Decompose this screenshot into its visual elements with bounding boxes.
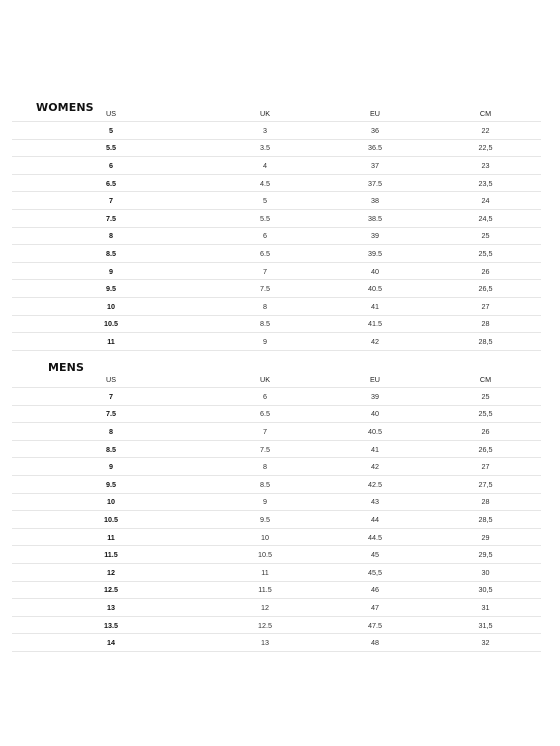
table-row <box>12 333 541 351</box>
table-row <box>12 599 541 617</box>
size-uk-cell: 8.5 <box>210 475 320 493</box>
size-uk-cell: 6 <box>210 227 320 245</box>
size-cm-cell: 27 <box>430 297 541 315</box>
size-us-cell: 10.5 <box>12 315 210 333</box>
size-us-cell: 8.5 <box>12 440 210 458</box>
size-eu-cell: 39 <box>320 388 430 406</box>
size-us-cell: 8.5 <box>12 245 210 263</box>
size-eu-cell: 42 <box>320 458 430 476</box>
size-us-cell: 8 <box>12 227 210 245</box>
womens-header-us: US <box>12 106 210 122</box>
size-eu-cell: 46 <box>320 581 430 599</box>
table-row <box>12 440 541 458</box>
size-cm-cell: 25 <box>430 227 541 245</box>
size-cm-cell: 28,5 <box>430 511 541 529</box>
table-row <box>12 174 541 192</box>
mens-header-cm: CM <box>430 372 541 388</box>
size-eu-cell: 47.5 <box>320 616 430 634</box>
table-row <box>12 388 541 406</box>
size-uk-cell: 6.5 <box>210 405 320 423</box>
table-row <box>12 192 541 210</box>
size-cm-cell: 26,5 <box>430 440 541 458</box>
mens-title: MENS <box>48 361 84 374</box>
size-us-cell: 7.5 <box>12 209 210 227</box>
mens-rows <box>12 388 541 652</box>
size-cm-cell: 22,5 <box>430 139 541 157</box>
size-cm-cell: 26 <box>430 423 541 441</box>
womens-header-cm: CM <box>430 106 541 122</box>
size-us-cell: 13.5 <box>12 616 210 634</box>
size-us-cell: 11 <box>12 528 210 546</box>
size-cm-cell: 23 <box>430 157 541 175</box>
size-uk-cell: 8 <box>210 458 320 476</box>
table-row <box>12 227 541 245</box>
size-uk-cell: 8.5 <box>210 315 320 333</box>
size-cm-cell: 31 <box>430 599 541 617</box>
size-cm-cell: 26 <box>430 262 541 280</box>
size-eu-cell: 38 <box>320 192 430 210</box>
size-us-cell: 5.5 <box>12 139 210 157</box>
table-row <box>12 528 541 546</box>
size-eu-cell: 39.5 <box>320 245 430 263</box>
size-cm-cell: 29,5 <box>430 546 541 564</box>
size-uk-cell: 11.5 <box>210 581 320 599</box>
size-eu-cell: 45,5 <box>320 563 430 581</box>
size-uk-cell: 8 <box>210 297 320 315</box>
size-eu-cell: 41.5 <box>320 315 430 333</box>
size-cm-cell: 25 <box>430 388 541 406</box>
size-eu-cell: 43 <box>320 493 430 511</box>
size-uk-cell: 7.5 <box>210 440 320 458</box>
size-us-cell: 7 <box>12 192 210 210</box>
size-us-cell: 12 <box>12 563 210 581</box>
table-row <box>12 209 541 227</box>
size-eu-cell: 44 <box>320 511 430 529</box>
size-us-cell: 9 <box>12 458 210 476</box>
size-uk-cell: 5.5 <box>210 209 320 227</box>
size-eu-cell: 47 <box>320 599 430 617</box>
size-eu-cell: 40.5 <box>320 423 430 441</box>
table-row <box>12 122 541 140</box>
size-uk-cell: 10 <box>210 528 320 546</box>
womens-title: WOMENS <box>36 101 94 114</box>
size-cm-cell: 28 <box>430 315 541 333</box>
size-cm-cell: 28 <box>430 493 541 511</box>
size-cm-cell: 24 <box>430 192 541 210</box>
size-cm-cell: 27 <box>430 458 541 476</box>
size-cm-cell: 23,5 <box>430 174 541 192</box>
table-row <box>12 546 541 564</box>
mens-header-row <box>12 372 541 388</box>
table-row <box>12 511 541 529</box>
size-uk-cell: 9 <box>210 493 320 511</box>
size-uk-cell: 10.5 <box>210 546 320 564</box>
size-us-cell: 9 <box>12 262 210 280</box>
size-eu-cell: 45 <box>320 546 430 564</box>
size-cm-cell: 26,5 <box>430 280 541 298</box>
size-us-cell: 5 <box>12 122 210 140</box>
size-us-cell: 7.5 <box>12 405 210 423</box>
size-uk-cell: 12 <box>210 599 320 617</box>
size-us-cell: 10.5 <box>12 511 210 529</box>
womens-header-eu: EU <box>320 106 430 122</box>
size-uk-cell: 11 <box>210 563 320 581</box>
size-eu-cell: 40 <box>320 262 430 280</box>
size-uk-cell: 7.5 <box>210 280 320 298</box>
size-cm-cell: 28,5 <box>430 333 541 351</box>
size-us-cell: 10 <box>12 297 210 315</box>
mens-header-eu: EU <box>320 372 430 388</box>
size-eu-cell: 48 <box>320 634 430 652</box>
size-eu-cell: 37.5 <box>320 174 430 192</box>
size-cm-cell: 30 <box>430 563 541 581</box>
size-eu-cell: 37 <box>320 157 430 175</box>
table-row <box>12 280 541 298</box>
size-eu-cell: 38.5 <box>320 209 430 227</box>
size-us-cell: 14 <box>12 634 210 652</box>
mens-header-us: US <box>12 372 210 388</box>
size-cm-cell: 22 <box>430 122 541 140</box>
table-row <box>12 315 541 333</box>
table-row <box>12 262 541 280</box>
size-us-cell: 8 <box>12 423 210 441</box>
table-row <box>12 563 541 581</box>
size-cm-cell: 25,5 <box>430 405 541 423</box>
size-cm-cell: 32 <box>430 634 541 652</box>
table-row <box>12 405 541 423</box>
womens-header-row <box>12 106 541 122</box>
size-eu-cell: 36 <box>320 122 430 140</box>
table-row <box>12 458 541 476</box>
mens-header-uk: UK <box>210 372 320 388</box>
size-uk-cell: 9.5 <box>210 511 320 529</box>
table-row <box>12 581 541 599</box>
size-eu-cell: 40.5 <box>320 280 430 298</box>
size-eu-cell: 39 <box>320 227 430 245</box>
size-us-cell: 9.5 <box>12 475 210 493</box>
size-us-cell: 9.5 <box>12 280 210 298</box>
size-uk-cell: 13 <box>210 634 320 652</box>
table-row <box>12 297 541 315</box>
size-uk-cell: 4.5 <box>210 174 320 192</box>
size-us-cell: 6 <box>12 157 210 175</box>
size-uk-cell: 3 <box>210 122 320 140</box>
size-eu-cell: 42.5 <box>320 475 430 493</box>
table-row <box>12 475 541 493</box>
size-cm-cell: 29 <box>430 528 541 546</box>
size-uk-cell: 9 <box>210 333 320 351</box>
size-eu-cell: 41 <box>320 297 430 315</box>
size-eu-cell: 44.5 <box>320 528 430 546</box>
womens-size-table <box>12 106 541 351</box>
size-uk-cell: 3.5 <box>210 139 320 157</box>
womens-header-uk: UK <box>210 106 320 122</box>
size-us-cell: 6.5 <box>12 174 210 192</box>
size-us-cell: 11 <box>12 333 210 351</box>
size-uk-cell: 6.5 <box>210 245 320 263</box>
size-cm-cell: 30,5 <box>430 581 541 599</box>
table-row <box>12 139 541 157</box>
size-uk-cell: 6 <box>210 388 320 406</box>
womens-rows <box>12 122 541 351</box>
table-row <box>12 157 541 175</box>
size-uk-cell: 12.5 <box>210 616 320 634</box>
size-cm-cell: 31,5 <box>430 616 541 634</box>
size-eu-cell: 42 <box>320 333 430 351</box>
size-us-cell: 7 <box>12 388 210 406</box>
size-eu-cell: 36.5 <box>320 139 430 157</box>
table-row <box>12 634 541 652</box>
size-cm-cell: 24,5 <box>430 209 541 227</box>
table-row <box>12 616 541 634</box>
size-us-cell: 11.5 <box>12 546 210 564</box>
table-row <box>12 245 541 263</box>
size-us-cell: 13 <box>12 599 210 617</box>
size-cm-cell: 25,5 <box>430 245 541 263</box>
table-row <box>12 423 541 441</box>
size-us-cell: 10 <box>12 493 210 511</box>
size-uk-cell: 4 <box>210 157 320 175</box>
size-cm-cell: 27,5 <box>430 475 541 493</box>
size-eu-cell: 40 <box>320 405 430 423</box>
mens-size-table <box>12 372 541 652</box>
size-uk-cell: 7 <box>210 423 320 441</box>
size-uk-cell: 7 <box>210 262 320 280</box>
size-us-cell: 12.5 <box>12 581 210 599</box>
size-uk-cell: 5 <box>210 192 320 210</box>
table-row <box>12 493 541 511</box>
size-eu-cell: 41 <box>320 440 430 458</box>
